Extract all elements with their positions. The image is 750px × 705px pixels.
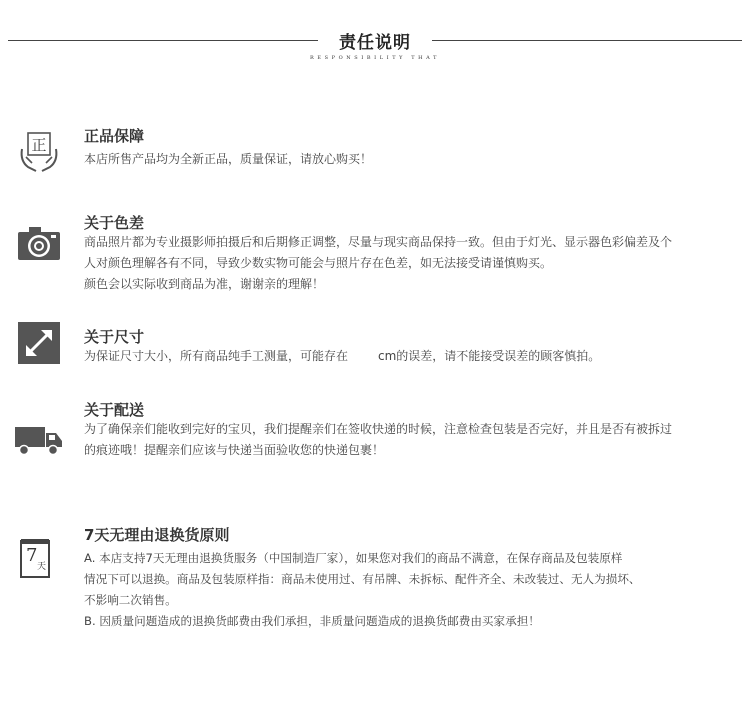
- section-title: 关于尺寸: [84, 328, 145, 346]
- section-body: [84, 149, 734, 170]
- delivery-truck-icon: [14, 417, 64, 463]
- body-line: [84, 346, 734, 367]
- body-line: 本店所售产品均为全新正品，质量保证，请放心购买！: [84, 152, 373, 166]
- body-text: cm的误差，请不能接受误差的顾客慎拍。: [378, 349, 601, 363]
- body-line: 人对颜色理解各有不同，导致少数实物可能会与照片存在色差，如无法接受请谨慎购买。: [84, 256, 553, 270]
- camera-icon: [16, 220, 62, 266]
- body-line: A. 本店支持7天无理由退换货服务（中国制造厂家），如果您对我们的商品不满意，在保存商品及包装原样: [84, 551, 623, 565]
- section-title: 关于色差: [84, 214, 145, 232]
- section-title: 关于配送: [84, 401, 145, 419]
- resize-arrow-icon: [16, 320, 62, 366]
- page-title: 责任说明: [339, 33, 411, 53]
- header-divider-right: [432, 40, 742, 41]
- section-body: [84, 548, 734, 632]
- section-body: [84, 419, 734, 461]
- body-line: B. 因质量问题造成的退换货邮费由我们承担，非质量问题造成的退换货邮费由买家承担！: [84, 614, 540, 628]
- body-line: 为了确保亲们能收到完好的宝贝，我们提醒亲们在签收快递的时候，注意检查包装是否完好，并且是否有被拆过: [84, 422, 673, 436]
- section-body: [84, 346, 734, 367]
- page-subtitle: RESPONSIBILITY THAT: [309, 55, 441, 61]
- body-text: 为保证尺寸大小，所有商品纯手工测量，可能存在: [84, 349, 349, 363]
- body-line: 不影响二次销售。: [84, 593, 177, 607]
- section-title: 7天无理由退换货原则: [84, 526, 230, 544]
- body-line: 商品照片都为专业摄影师拍摄后和后期修正调整，尽量与现实商品保持一致。但由于灯光、显示器色彩偏差及个: [84, 235, 673, 249]
- seven-day-calendar-icon: [20, 538, 50, 578]
- section-title: 正品保障: [84, 127, 145, 145]
- body-line: 颜色会以实际收到商品为准，谢谢亲的理解！: [84, 277, 325, 291]
- section-body: [84, 232, 734, 295]
- calendar-label: 天: [37, 562, 47, 572]
- svg-text:正: 正: [31, 136, 47, 154]
- body-line: 情况下可以退换。商品及包装原样指：商品未使用过、有吊牌、未拆标、配件齐全、未改装过、无人为损坏、: [84, 572, 641, 586]
- body-line: 的痕迹哦！提醒亲们应该与快递当面验收您的快递包裹！: [84, 443, 385, 457]
- genuine-hands-icon: [16, 129, 62, 175]
- calendar-number: 7: [26, 545, 38, 566]
- header-divider-left: [8, 40, 318, 41]
